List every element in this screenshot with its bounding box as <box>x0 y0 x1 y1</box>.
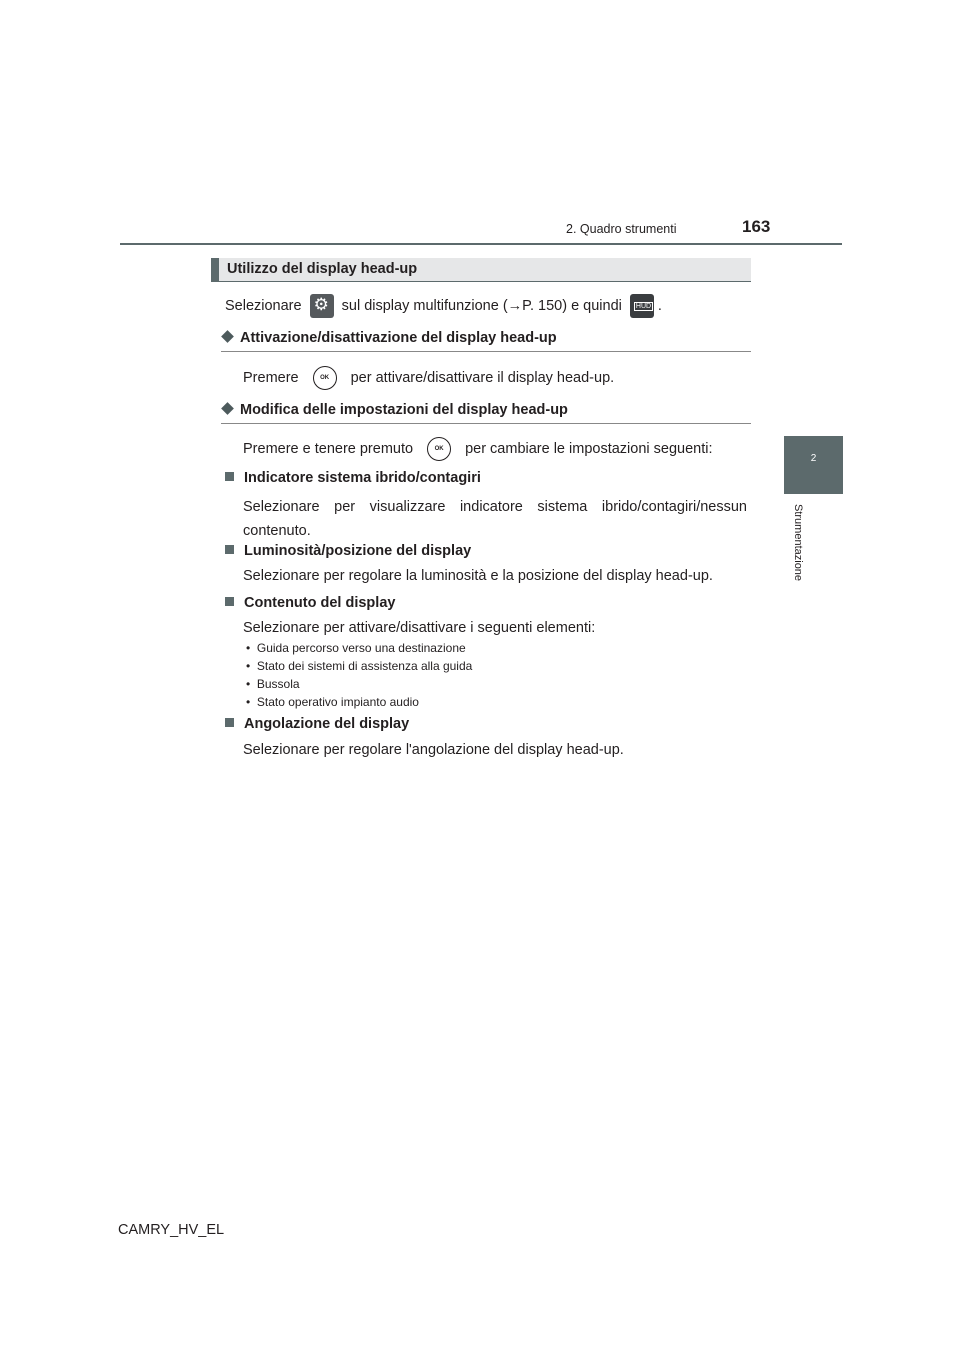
footer-model-code: CAMRY_HV_EL <box>118 1222 225 1238</box>
subsection-heading-2 <box>221 402 751 424</box>
chapter-tab-label: Strumentazione <box>792 504 804 582</box>
chapter-tab <box>784 436 843 494</box>
list-item: • Stato dei sistemi di assistenza alla guida <box>246 659 473 673</box>
intro-text-3: . <box>657 297 662 314</box>
intro-paragraph <box>225 294 662 318</box>
sub1-text-a: Premere <box>243 369 299 386</box>
sub1-text-b: per attivare/disattivare il display head-up. <box>350 369 615 386</box>
page-number: 163 <box>742 217 771 236</box>
hud-icon <box>630 294 654 318</box>
item-heading-3 <box>225 595 395 611</box>
list-item: • Bussola <box>246 677 300 691</box>
item-heading-2 <box>225 543 471 559</box>
square-bullet-icon <box>225 718 234 727</box>
sub1-paragraph <box>243 366 614 390</box>
item-text-4: Selezionare per regolare l'angolazione del display head-up. <box>243 742 624 758</box>
subsection-heading-1 <box>221 330 751 352</box>
list-item-text: Stato dei sistemi di assistenza alla guida <box>256 659 473 673</box>
sub2-text-b: per cambiare le impostazioni seguenti: <box>465 440 713 457</box>
list-item-text: Stato operativo impianto audio <box>256 695 419 709</box>
item-title-2: Luminosità/posizione del display <box>244 543 472 559</box>
sub2-paragraph <box>243 437 713 461</box>
intro-text-2: sul display multifunzione (→P. 150) e quindi <box>341 297 622 314</box>
list-item-text: Bussola <box>256 677 300 691</box>
item-title-3: Contenuto del display <box>244 595 396 611</box>
square-bullet-icon <box>225 472 234 481</box>
list-item-text: Guida percorso verso una destinazione <box>256 641 466 655</box>
square-bullet-icon <box>225 597 234 606</box>
section-heading <box>211 258 751 282</box>
item-text-1: Selezionare per visualizzare indicatore sistema ibrido/contagiri/nessun contenuto. <box>243 499 747 539</box>
item-heading-4 <box>225 716 409 732</box>
list-item: • Guida percorso verso una destinazione <box>246 641 466 655</box>
subsection-title-1: Attivazione/disattivazione del display head-up <box>240 330 557 346</box>
item-text-2: Selezionare per regolare la luminosità e la posizione del display head-up. <box>243 568 713 584</box>
item-title-4: Angolazione del display <box>244 716 410 732</box>
ok-button-icon: OK <box>313 366 337 390</box>
settings-gear-icon <box>310 294 334 318</box>
diamond-icon <box>221 402 234 415</box>
subsection-title-2: Modifica delle impostazioni del display head-up <box>240 402 568 418</box>
sub2-text-a: Premere e tenere premuto <box>243 440 414 457</box>
chapter-tab-number: 2 <box>810 453 817 464</box>
square-bullet-icon <box>225 545 234 554</box>
ok-button-icon: OK <box>427 437 451 461</box>
intro-text-1: Selezionare <box>225 297 302 314</box>
header-rule <box>120 243 842 245</box>
chapter-title: 2. Quadro strumenti <box>566 222 677 236</box>
item-heading-1 <box>225 470 481 486</box>
item-text-3: Selezionare per attivare/disattivare i seguenti elementi: <box>243 620 596 636</box>
list-item: • Stato operativo impianto audio <box>246 695 419 709</box>
item-title-1: Indicatore sistema ibrido/contagiri <box>244 470 481 486</box>
section-title: Utilizzo del display head-up <box>227 261 418 277</box>
diamond-icon <box>221 330 234 343</box>
